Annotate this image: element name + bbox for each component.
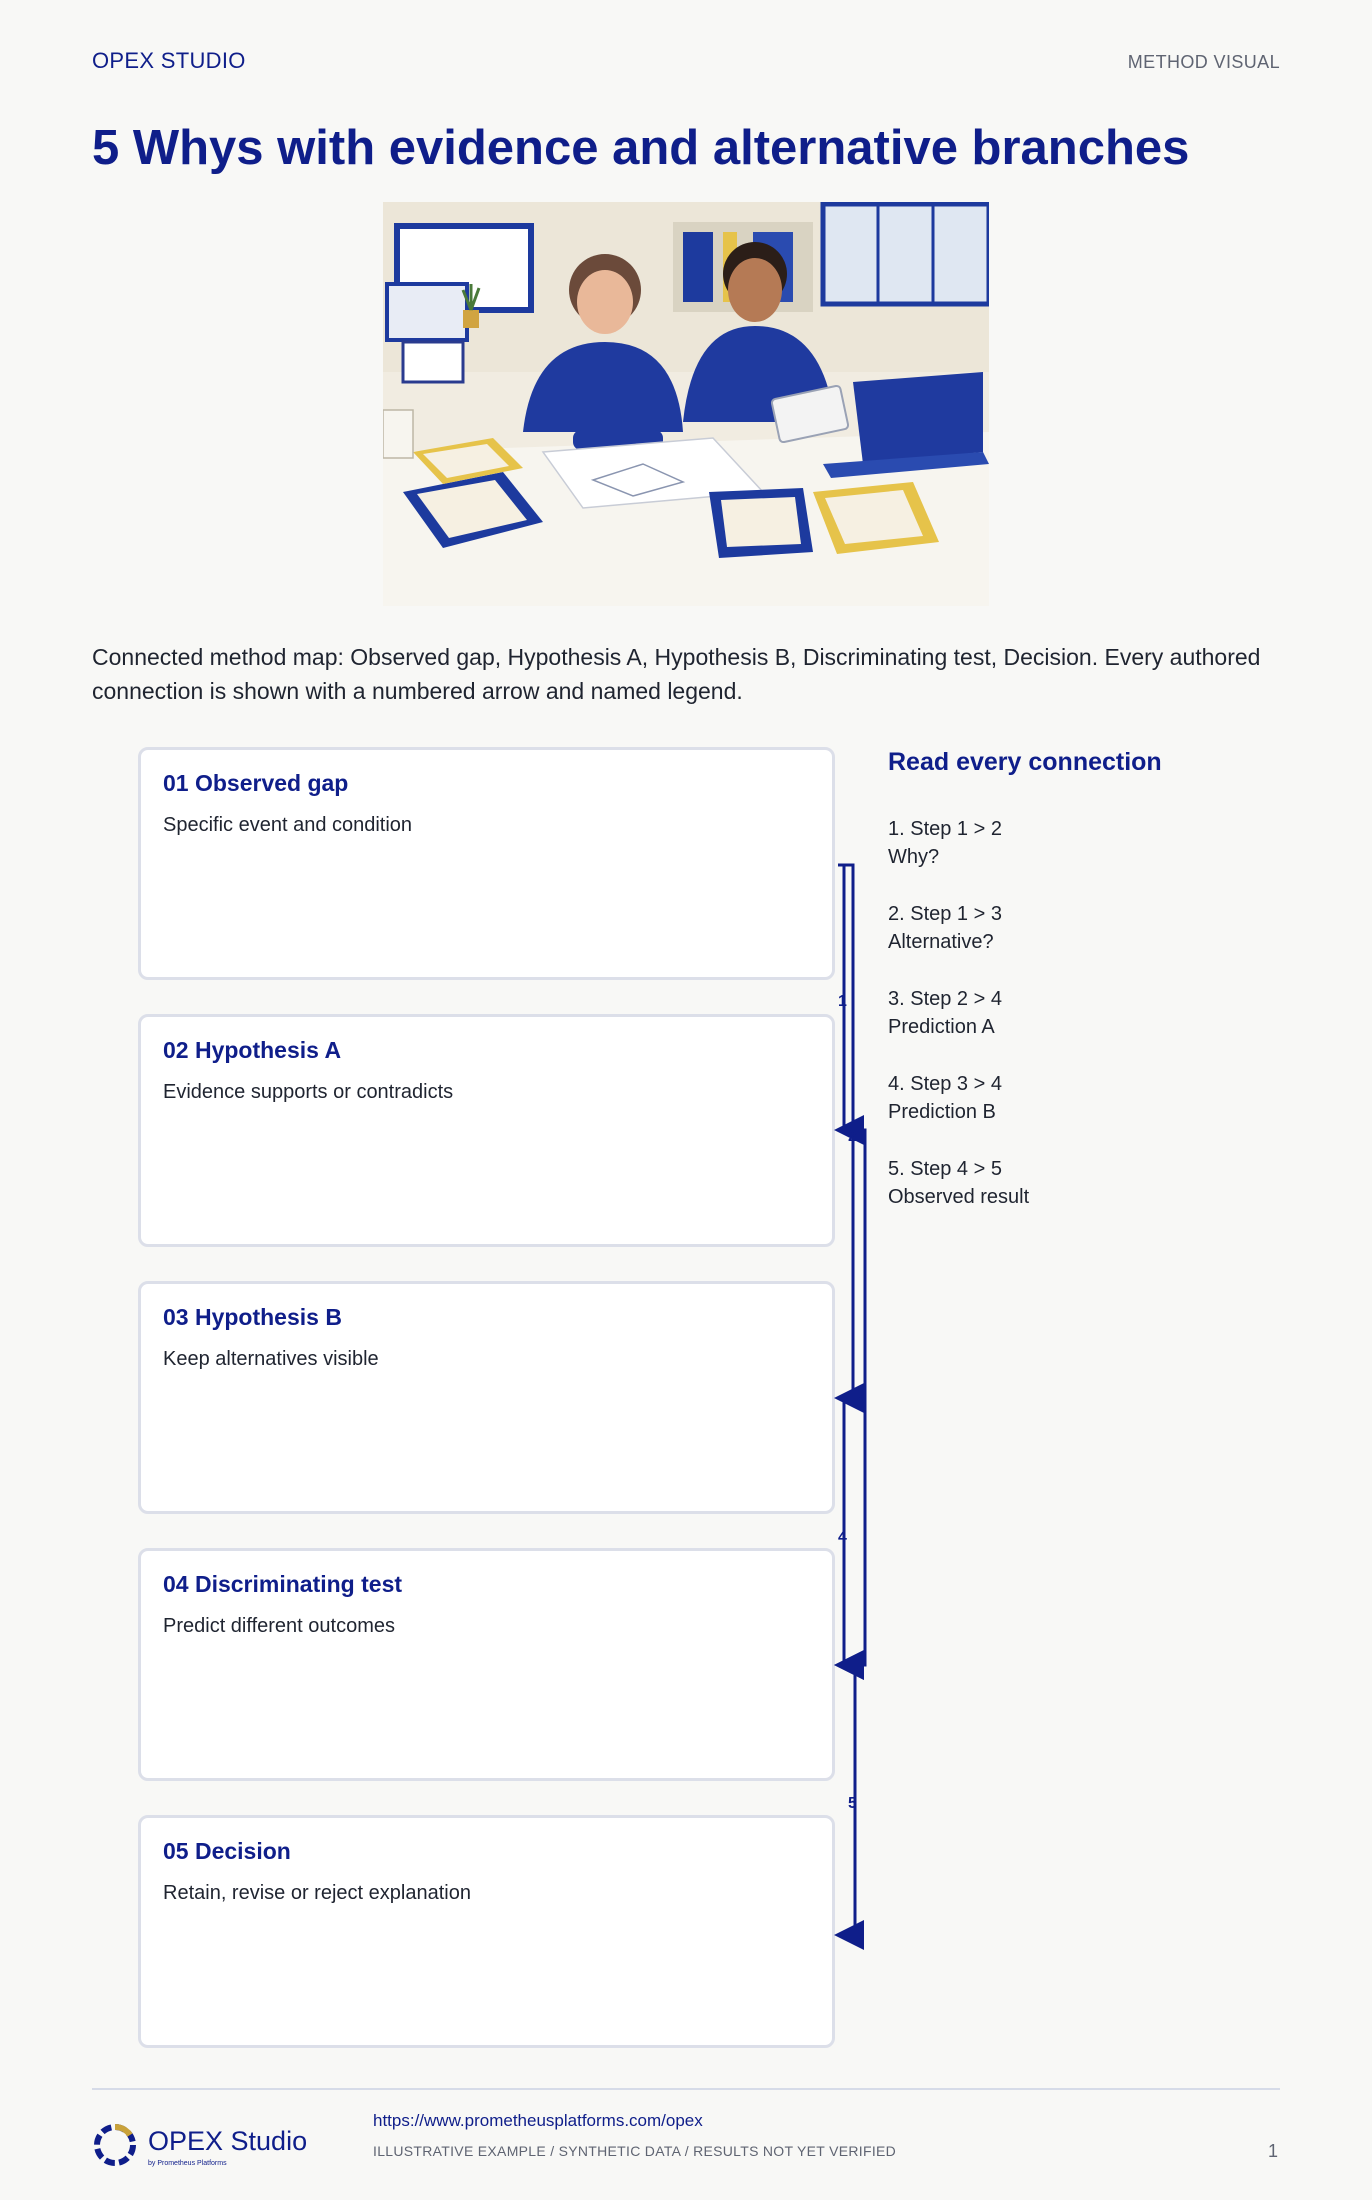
footer-url-link[interactable]: https://www.prometheusplatforms.com/opex [373,2111,703,2130]
hero-illustration [383,202,989,606]
connector-label-5: 5 [848,1795,857,1812]
connection-legend [888,748,1308,1240]
header-brand: OPEX STUDIO [92,48,246,73]
step-description: Evidence supports or contradicts [163,1081,454,1103]
connector-label-2: 2 [848,1128,857,1145]
step-description: Keep alternatives visible [163,1348,379,1370]
header-kicker: METHOD VISUAL [1127,52,1280,72]
step-card-hypothesis-a [138,1014,835,1247]
connector-1 [838,865,844,1130]
step-card-discriminating-test [138,1548,835,1781]
legend-route: 4. Step 3 > 4 [888,1073,1002,1095]
footer-divider [92,2088,1280,2090]
step-card-hypothesis-b [138,1281,835,1514]
legend-item [888,900,1308,956]
legend-label: Why? [888,846,940,868]
legend-route: 5. Step 4 > 5 [888,1158,1002,1180]
footer-byline: by Prometheus Platforms [148,2160,227,2167]
legend-item [888,1070,1308,1126]
connector-label-1: 1 [838,993,847,1010]
step-card-observed-gap [138,747,835,980]
connector-label-4: 4 [838,1529,847,1546]
connector-4 [838,1398,844,1665]
legend-label: Prediction B [888,1101,996,1123]
legend-label: Prediction A [888,1016,995,1038]
hero-illustration-graphic [383,202,989,606]
legend-title: Read every connection [888,748,1162,776]
legend-route: 1. Step 1 > 2 [888,818,1002,840]
step-description: Specific event and condition [163,814,413,836]
step-title: 03 Hypothesis B [163,1304,342,1330]
legend-item [888,985,1308,1041]
step-title: 04 Discriminating test [163,1571,403,1597]
page-number: 1 [1267,2141,1278,2161]
footer-brand: OPEX Studio [148,2126,308,2156]
intro-text: Connected method map: Observed gap, Hypothesis A, Hypothesis B, Discriminating test, Decision. Every authored connection is shown with a numbered arrow and named legend. [92,644,1261,704]
step-description: Retain, revise or reject explanation [163,1882,471,1904]
connector-2 [838,865,853,1398]
connector-5 [838,1665,855,1935]
connector-label-3: 3 [857,1395,866,1412]
opex-logo-icon [92,2122,138,2173]
step-card-decision [138,1815,835,2048]
step-title: 02 Hypothesis A [163,1037,342,1063]
legend-item [888,815,1308,871]
page-title: 5 Whys with evidence and alternative branches [92,121,1190,175]
legend-label: Observed result [888,1186,1030,1208]
footer-disclaimer: ILLUSTRATIVE EXAMPLE / SYNTHETIC DATA / RESULTS NOT YET VERIFIED [373,2143,897,2159]
step-title: 01 Observed gap [163,770,349,796]
connector-3 [838,1130,865,1665]
step-title: 05 Decision [163,1838,291,1864]
legend-item [888,1155,1308,1211]
step-description: Predict different outcomes [163,1615,395,1637]
legend-label: Alternative? [888,931,994,953]
legend-route: 2. Step 1 > 3 [888,903,1002,925]
legend-route: 3. Step 2 > 4 [888,988,1002,1010]
